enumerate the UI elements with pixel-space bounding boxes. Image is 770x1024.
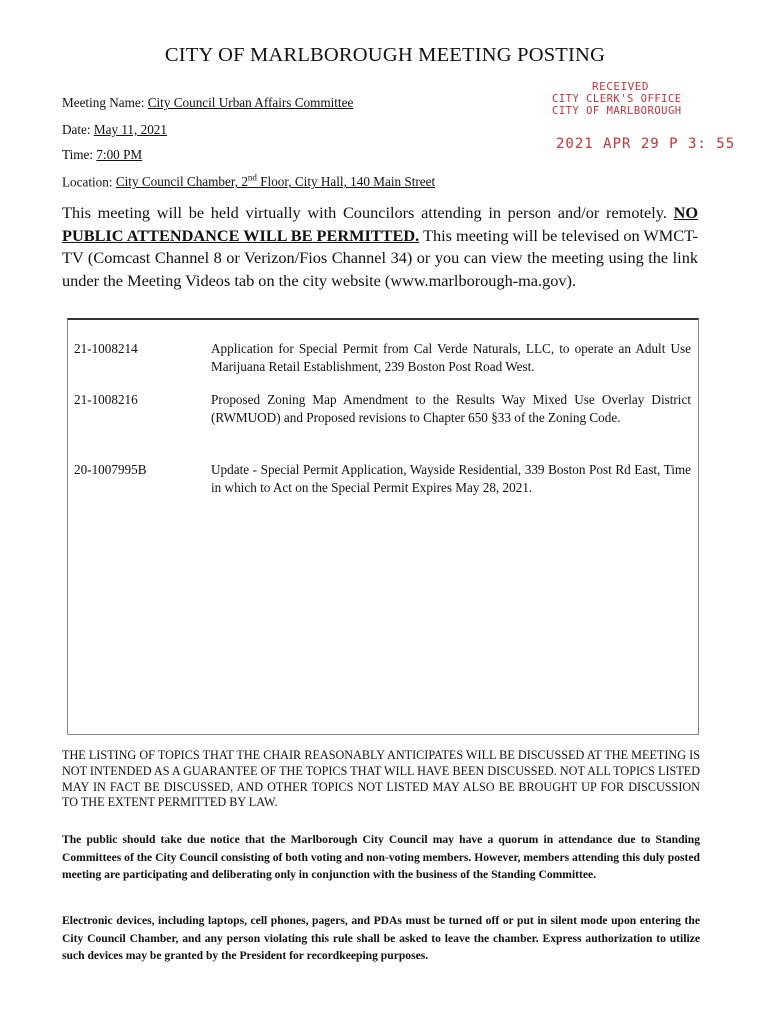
- location-value-superscript: nd: [247, 173, 257, 183]
- meeting-name-value: City Council Urban Affairs Committee: [147, 95, 354, 110]
- agenda-item-id: 21-1008214: [74, 341, 138, 356]
- agenda-item-id: 20-1007995B: [74, 462, 147, 477]
- quorum-notice: The public should take due notice that the Marlborough City Council may have a quorum in attendance due to Standing Committees of the City Council consisting of both voting and non-voting members. However, members attending this duly posted meeting are participating and deliberating only in conjunction with the business of the Standing Committee.: [62, 833, 700, 881]
- agenda-item-description: Update - Special Permit Application, Wayside Residential, 339 Boston Post Rd East, Time in which to Act on the Special Permit Expires May 28, 2021.: [211, 462, 691, 495]
- intro-text-start: This meeting will be held virtually with Councilors attending in person and/or remotely.: [62, 203, 674, 222]
- agenda-item-id: 21-1008216: [74, 392, 138, 407]
- agenda-box: [67, 318, 699, 735]
- meeting-location-value: [116, 174, 435, 189]
- received-stamp-office: CITY CLERK'S OFFICE: [552, 93, 682, 105]
- intro-paragraph: [62, 202, 698, 292]
- no-public-attendance-notice: NO PUBLIC ATTENDANCE WILL BE PERMITTED.: [62, 203, 698, 245]
- received-stamp-label: RECEIVED: [592, 80, 649, 93]
- meeting-name-label: Meeting Name:: [62, 95, 148, 110]
- meeting-location-line: [62, 173, 435, 190]
- meeting-date-label: Date:: [62, 122, 94, 137]
- topics-disclaimer: THE LISTING OF TOPICS THAT THE CHAIR REASONABLY ANTICIPATES WILL BE DISCUSSED AT THE MEETING IS NOT INTENDED AS A GUARANTEE OF THE TOPICS THAT WILL HAVE BEEN DISCUSSED. NOT ALL TOPICS LISTED MAY IN FACT BE DISCUSSED, AND OTHER TOPICS NOT LISTED MAY ALSO BE BROUGHT UP FOR DISCUSSION TO THE EXTENT PERMITTED BY LAW.: [62, 748, 700, 810]
- location-value-part-1: City Council Chamber, 2: [115, 174, 248, 190]
- meeting-location-label: Location:: [62, 174, 116, 190]
- agenda-item-description: Application for Special Permit from Cal Verde Naturals, LLC, to operate an Adult Use Marijuana Retail Establishment, 239 Boston Post Road West.: [211, 341, 691, 374]
- electronic-devices-notice: Electronic devices, including laptops, cell phones, pagers, and PDAs must be turned off or put in silent mode upon entering the City Council Chamber, and any person violating this rule shall be asked to leave the chamber. Express authorization to utilize such devices may be granted by the President for recordkeeping purposes.: [62, 914, 700, 962]
- received-stamp-city: CITY OF MARLBOROUGH: [552, 105, 682, 117]
- meeting-time-value: 7:00 PM: [96, 147, 143, 162]
- meeting-time-line: [62, 147, 142, 163]
- received-stamp-datetime: 2021 APR 29 P 3: 55: [556, 136, 736, 152]
- meeting-date-line: [62, 122, 167, 138]
- page-title: CITY OF MARLBOROUGH MEETING POSTING: [164, 44, 606, 66]
- intro-text-end: This meeting will be televised on WMCT-TV (Comcast Channel 8 or Verizon/Fios Channel 34) or you can view the meeting using the link under the Meeting Videos tab on the city website (www.marlborough-ma.gov).: [62, 225, 698, 290]
- location-value-part-2: Floor, City Hall, 140 Main Street: [256, 174, 436, 190]
- meeting-name-line: [62, 95, 353, 111]
- agenda-item-description: Proposed Zoning Map Amendment to the Results Way Mixed Use Overlay District (RWMUOD) and Proposed revisions to Chapter 650 §33 of the Zoning Code.: [211, 392, 691, 425]
- meeting-time-label: Time:: [62, 147, 97, 162]
- meeting-date-value: May 11, 2021: [93, 122, 167, 137]
